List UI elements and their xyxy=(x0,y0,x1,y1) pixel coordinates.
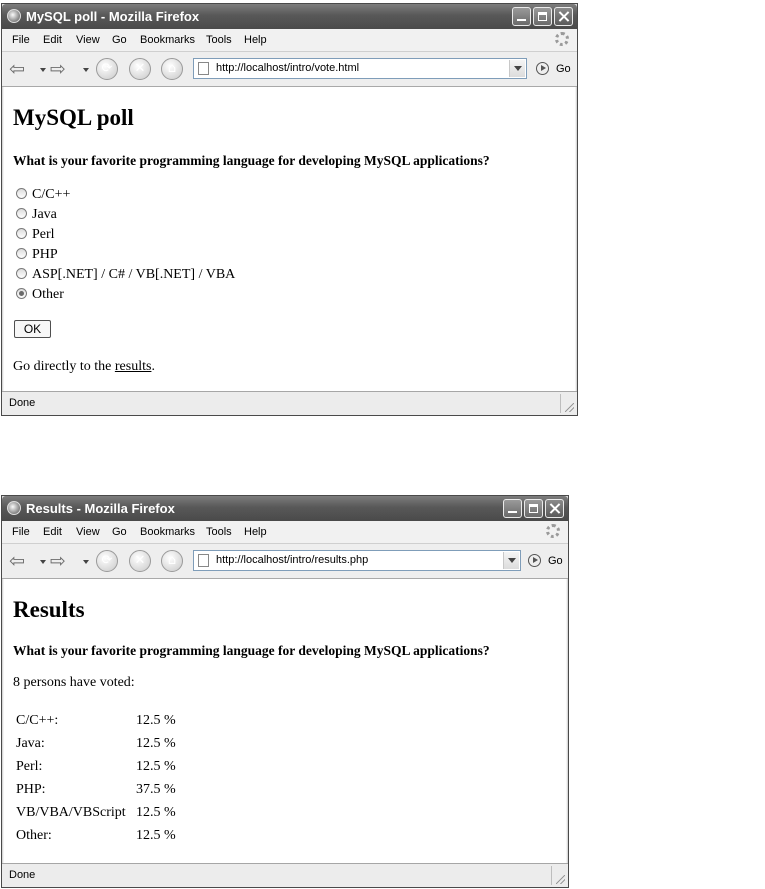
minimize-button[interactable] xyxy=(503,499,522,518)
menu-bookmarks[interactable]: Bookmarks xyxy=(140,526,196,538)
back-icon[interactable]: ⇦ xyxy=(9,58,25,80)
menu-view[interactable]: View xyxy=(76,34,100,46)
vote-browser-window xyxy=(1,3,578,416)
result-value: 37.5 % xyxy=(136,782,176,797)
results-browser-window xyxy=(1,495,569,888)
status-bar xyxy=(2,863,568,887)
url-bar[interactable] xyxy=(193,58,527,79)
url-bar[interactable] xyxy=(193,550,521,571)
maximize-button[interactable] xyxy=(524,499,543,518)
page-content xyxy=(4,579,566,863)
page-title: Results xyxy=(13,597,85,622)
menu-tools[interactable]: Tools xyxy=(206,526,232,538)
navigation-toolbar xyxy=(2,52,577,87)
option-label: PHP xyxy=(32,247,58,262)
menu-bar xyxy=(2,29,577,52)
radio-button[interactable] xyxy=(16,228,27,239)
result-label: VB/VBA/VBScript xyxy=(16,805,126,820)
forward-dropdown-icon[interactable] xyxy=(83,68,89,72)
menu-tools[interactable]: Tools xyxy=(206,34,232,46)
results-link-prefix: Go directly to the xyxy=(13,359,115,374)
resize-grip-icon[interactable] xyxy=(556,875,565,884)
result-label: Perl: xyxy=(16,759,43,774)
close-button[interactable] xyxy=(545,499,564,518)
maximize-button[interactable] xyxy=(533,7,552,26)
option-java[interactable] xyxy=(16,207,57,225)
title-bar[interactable] xyxy=(2,496,568,521)
menu-file[interactable]: File xyxy=(12,34,30,46)
option-label: C/C++ xyxy=(32,187,71,202)
option-label: Java xyxy=(32,207,57,222)
window-title: MySQL poll - Mozilla Firefox xyxy=(26,9,200,24)
result-value: 12.5 % xyxy=(136,805,176,820)
forward-dropdown-icon[interactable] xyxy=(83,560,89,564)
result-value: 12.5 % xyxy=(136,828,176,843)
option-label: Other xyxy=(32,287,64,302)
page-icon xyxy=(198,62,209,75)
menu-bookmarks[interactable]: Bookmarks xyxy=(140,34,196,46)
title-bar[interactable] xyxy=(2,4,577,29)
reload-icon[interactable]: ⟳ xyxy=(96,58,118,80)
navigation-toolbar xyxy=(2,544,568,579)
reload-icon[interactable]: ⟳ xyxy=(96,550,118,572)
ok-button[interactable]: OK xyxy=(14,320,51,338)
option-other[interactable] xyxy=(16,287,64,305)
option-c-cpp[interactable] xyxy=(16,187,70,205)
forward-icon[interactable]: ⇨ xyxy=(50,550,66,572)
back-dropdown-icon[interactable] xyxy=(40,560,46,564)
minimize-button[interactable] xyxy=(512,7,531,26)
radio-button[interactable] xyxy=(16,268,27,279)
results-link[interactable]: results xyxy=(114,359,152,374)
menu-edit[interactable]: Edit xyxy=(43,526,62,538)
menu-file[interactable]: File xyxy=(12,526,30,538)
results-link-line xyxy=(13,359,155,375)
option-perl[interactable] xyxy=(16,227,55,245)
result-label: Java: xyxy=(16,736,45,751)
menu-edit[interactable]: Edit xyxy=(43,34,62,46)
close-button[interactable] xyxy=(554,7,573,26)
menu-help[interactable]: Help xyxy=(244,526,267,538)
menu-help[interactable]: Help xyxy=(244,34,267,46)
firefox-icon xyxy=(7,9,21,23)
status-divider xyxy=(551,866,552,885)
url-dropdown-icon[interactable] xyxy=(509,60,525,77)
poll-question: What is your favorite programming language for developing MySQL applications? xyxy=(13,153,490,168)
page-title: MySQL poll xyxy=(13,105,134,130)
url-dropdown-icon[interactable] xyxy=(503,552,519,569)
resize-grip-icon[interactable] xyxy=(565,403,574,412)
results-link-suffix: . xyxy=(151,359,155,374)
window-title: Results - Mozilla Firefox xyxy=(26,501,175,516)
go-button[interactable]: Go xyxy=(548,555,563,567)
status-bar xyxy=(2,391,577,415)
result-value: 12.5 % xyxy=(136,736,176,751)
home-icon[interactable]: ⌂ xyxy=(161,58,183,80)
go-icon[interactable] xyxy=(536,62,549,75)
throbber-icon xyxy=(546,524,560,538)
radio-button[interactable] xyxy=(16,248,27,259)
radio-button-selected[interactable] xyxy=(16,288,27,299)
result-label: C/C++: xyxy=(16,713,59,728)
result-value: 12.5 % xyxy=(136,759,176,774)
option-label: ASP[.NET] / C# / VB[.NET] / VBA xyxy=(32,267,236,282)
option-label: Perl xyxy=(32,227,55,242)
go-button[interactable]: Go xyxy=(556,63,571,75)
radio-button[interactable] xyxy=(16,188,27,199)
option-php[interactable] xyxy=(16,247,58,265)
status-text: Done xyxy=(9,397,36,409)
option-asp-vb[interactable] xyxy=(16,267,235,285)
url-text[interactable]: http://localhost/intro/vote.html xyxy=(216,62,360,74)
back-dropdown-icon[interactable] xyxy=(40,68,46,72)
status-text: Done xyxy=(9,869,36,881)
page-content xyxy=(4,87,575,391)
result-value: 12.5 % xyxy=(136,713,176,728)
menu-bar xyxy=(2,521,568,544)
stop-icon[interactable]: ✕ xyxy=(129,550,151,572)
back-icon[interactable]: ⇦ xyxy=(9,550,25,572)
menu-go[interactable]: Go xyxy=(112,34,127,46)
result-label: PHP: xyxy=(16,782,46,797)
stop-icon[interactable]: ✕ xyxy=(129,58,151,80)
home-icon[interactable]: ⌂ xyxy=(161,550,183,572)
firefox-icon xyxy=(7,501,21,515)
page-icon xyxy=(198,554,209,567)
radio-button[interactable] xyxy=(16,208,27,219)
forward-icon[interactable]: ⇨ xyxy=(50,58,66,80)
throbber-icon xyxy=(555,32,569,46)
status-divider xyxy=(560,394,561,413)
go-icon[interactable] xyxy=(528,554,541,567)
vote-count: 8 persons have voted: xyxy=(13,675,135,690)
url-text[interactable]: http://localhost/intro/results.php xyxy=(216,554,369,566)
menu-view[interactable]: View xyxy=(76,526,100,538)
poll-question: What is your favorite programming language for developing MySQL applications? xyxy=(13,643,490,658)
result-label: Other: xyxy=(16,828,52,843)
menu-go[interactable]: Go xyxy=(112,526,127,538)
